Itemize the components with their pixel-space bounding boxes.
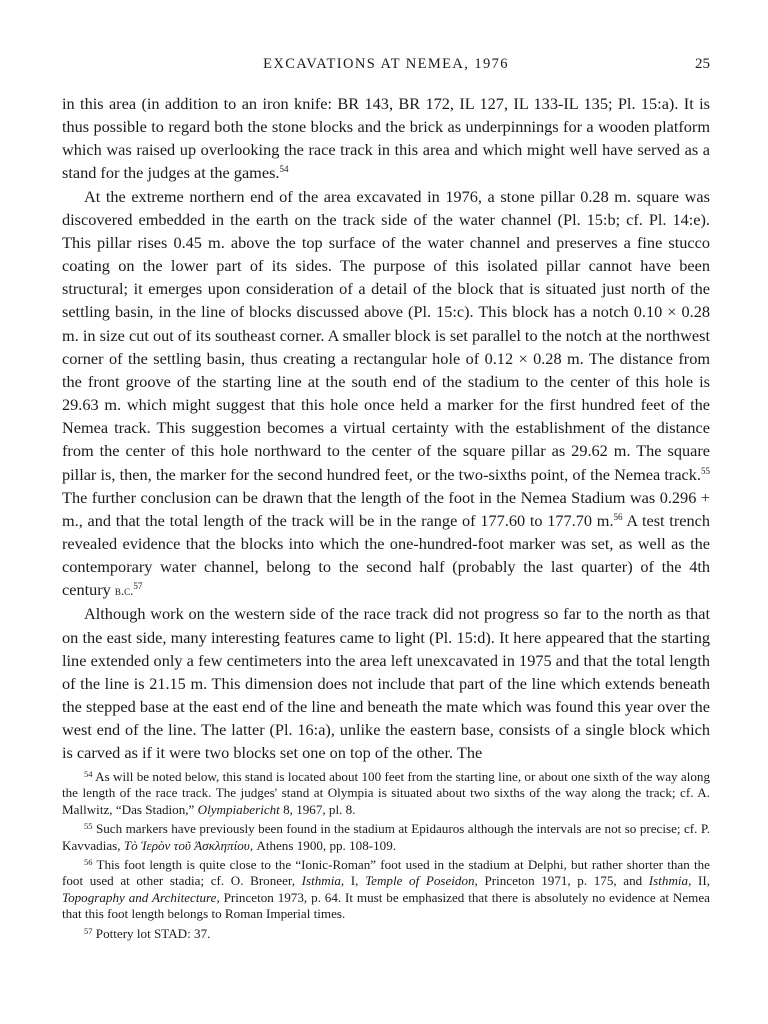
footnote-reference: 57 [133,581,143,592]
text-run: As will be noted below, this stand is located about 100 feet from the starting line, or about one sixth of the way along the length of the race track. The judges' stand at Olympia is situated about two sixths of the way along the track; cf. A. Mallwitz, “Das Stadion,” [62,769,710,817]
text-run: The further conclusion can be drawn that the length of the foot in the Nemea Stadium was 0.296 + m., and that the total length of the track will be in the range of 177.60 to 177.70 m. [62,487,710,530]
italic-text: Isthmia, [301,873,345,889]
text-run: Such markers have previously been found in the stadium at Epidauros although the intervals are not so precise; cf. P. Kavvadias, [62,821,710,853]
text-run: This foot length is quite close to the “Ionic-Roman” foot used in the stadium at Delphi, but rather shorter than the foot used at other stadia; cf. O. Broneer, [62,857,710,889]
body-paragraph [62,602,710,764]
italic-text: Isthmia, [648,873,692,889]
text-run: 8, 1967, pl. 8. [279,801,356,817]
footnote-number: 55 [84,821,93,832]
footnotes [62,766,710,942]
footnote-number: 54 [84,769,93,779]
body-paragraph [62,185,710,603]
italic-text: Topography and Architecture, [62,889,220,905]
italic-text: Temple of Poseidon, [365,873,478,889]
text-run: , Athens 1900, pp. 108-109. [249,837,397,853]
text-run: Princeton 1971, p. 175, and [477,873,649,889]
text-run: Pottery lot STAD: 37. [95,925,211,941]
running-head [62,56,710,76]
text-run: I, [344,873,366,889]
page-number: 25 [695,56,710,72]
footnote-reference: 55 [701,465,710,476]
text-run: Princeton 1973, p. 64. It must be emphasized that there is absolutely no evidence at Nemea that this foot length belongs to Roman Imperial times. [62,889,710,922]
text-run: At the extreme northern end of the area excavated in 1976, a stone pillar 0.28 m. square was discovered embedded in the earth on the track side of the water channel (Pl. 15:b; cf. Pl. 14:e). This pillar rises 0.45 m. above the top surface of the water channel and preserves a fine stucco coating on the lower part of its sides. The purpose of this isolated pillar cannot have been structural; it emerges upon consideration of a detail of the block that is situated just north of the settling basin, in the line of blocks discussed above (Pl. 15:c). This block has a notch 0.10 × 0.28 m. in size cut out of its southeast corner. A smaller block is set parallel to the notch at the northwest corner of the settling basin, thus creating a rectangular hole of 0.12 × 0.28 m. The distance from the front groove of the starting line at the south end of the stadium to the center of this hole is 29.63 m. which might suggest that this hole once held a marker for the first hundred feet of the Nemea track. This suggestion becomes a virtual certainty with the establishment of the distance from the center of this hole northward to the center of the square pillar as 29.62 m. The square pillar is, then, the marker for the second hundred feet, or the two-sixths point, of the Nemea track. [62,186,710,484]
small-caps-text: b.c. [114,583,134,599]
footnote-number: 57 [84,925,93,936]
text-run: in this area (in addition to an iron knife: BR 143, BR 172, IL 127, IL 133-IL 135; Pl. 15:a). It is thus possible to regard both the stone blocks and the brick as underpinnings for a wooden platform which was raised up overlooking the race track in this area and which might well have served as a stand for the judges at the games. [62,94,710,183]
footnote [62,923,710,942]
running-head-title: EXCAVATIONS AT NEMEA, 1976 [263,56,509,72]
footnote [62,818,710,854]
footnote [62,766,710,818]
italic-text: Olympiabericht [197,801,280,817]
body-text [62,92,710,765]
italic-text: Τὸ Ἱερὸν τοῦ Ἀσκληπίου [123,837,250,853]
footnote-reference: 54 [279,164,289,175]
footnote-number: 56 [84,857,93,868]
footnote-reference: 56 [613,511,623,522]
footnote [62,854,710,923]
text-run: II, [691,873,710,889]
body-paragraph [62,92,710,185]
text-run: A test trench revealed evidence that the blocks into which the one-hundred-foot marker was set, as well as the contemporary water channel, belong to the second half (probably the last quarter) of the 4th century [62,510,710,600]
text-run: Although work on the western side of the race track did not progress so far to the north as that on the east side, many interesting features came to light (Pl. 15:d). It here appeared that the starting line extended only a few centimeters into the area left unexcavated in 1975 and that the total length of the line is 21.15 m. This dimension does not include that part of the line which extends beneath the stepped base at the east end of the line and beneath the mate which was found this year over the west end of the line. The latter (Pl. 16:a), unlike the eastern base, consists of a single block which is carved as if it were two blocks set one on top of the other. The [62,604,710,763]
